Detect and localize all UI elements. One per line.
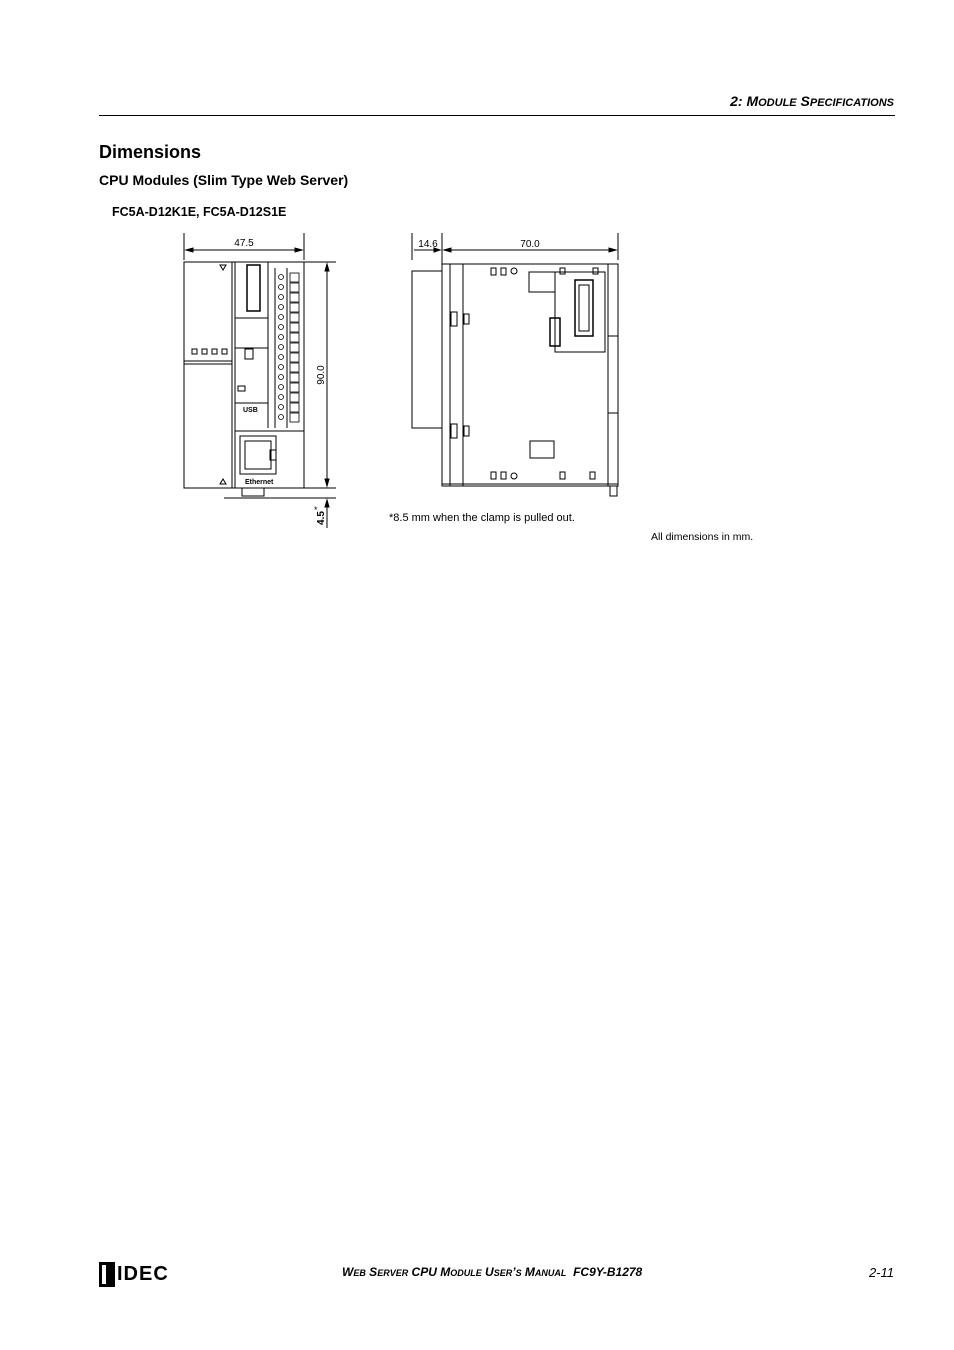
chapter-heading: 2: MODULE SPECIFICATIONS bbox=[730, 93, 894, 109]
footer-manual-title: WEB SERVER CPU MODULE USER’S MANUAL FC9Y-B1278 bbox=[342, 1265, 643, 1279]
page-number: 2-11 bbox=[868, 1265, 894, 1280]
idec-logo bbox=[99, 1261, 169, 1287]
units-note: All dimensions in mm. bbox=[651, 531, 754, 543]
clamp-note: *8.5 mm when the clamp is pulled out. bbox=[389, 512, 575, 524]
side-depth-label-b: 70.0 bbox=[520, 239, 540, 250]
usb-port-label: USB bbox=[243, 407, 258, 414]
idec-logo-mark bbox=[99, 1262, 115, 1287]
footer-doc-id: FC9Y-B1278 bbox=[573, 1265, 643, 1279]
model-heading: FC5A-D12K1E, FC5A-D12S1E bbox=[112, 205, 287, 219]
section-title: Dimensions bbox=[99, 142, 202, 162]
clamp-dimension-label: 4.5 bbox=[316, 511, 327, 525]
clamp-footnote-star: * bbox=[314, 505, 318, 515]
front-view-drawing bbox=[180, 228, 340, 533]
section-subtitle: CPU Modules (Slim Type Web Server) bbox=[99, 172, 349, 188]
idec-logo-text: IDEC bbox=[117, 1262, 169, 1285]
front-height-label: 90.0 bbox=[316, 365, 327, 385]
side-depth-label-a: 14.6 bbox=[418, 239, 438, 250]
header-rule bbox=[99, 115, 895, 116]
side-view-drawing bbox=[405, 228, 630, 503]
ethernet-port-label: Ethernet bbox=[245, 479, 274, 486]
front-width-label: 47.5 bbox=[234, 238, 254, 249]
